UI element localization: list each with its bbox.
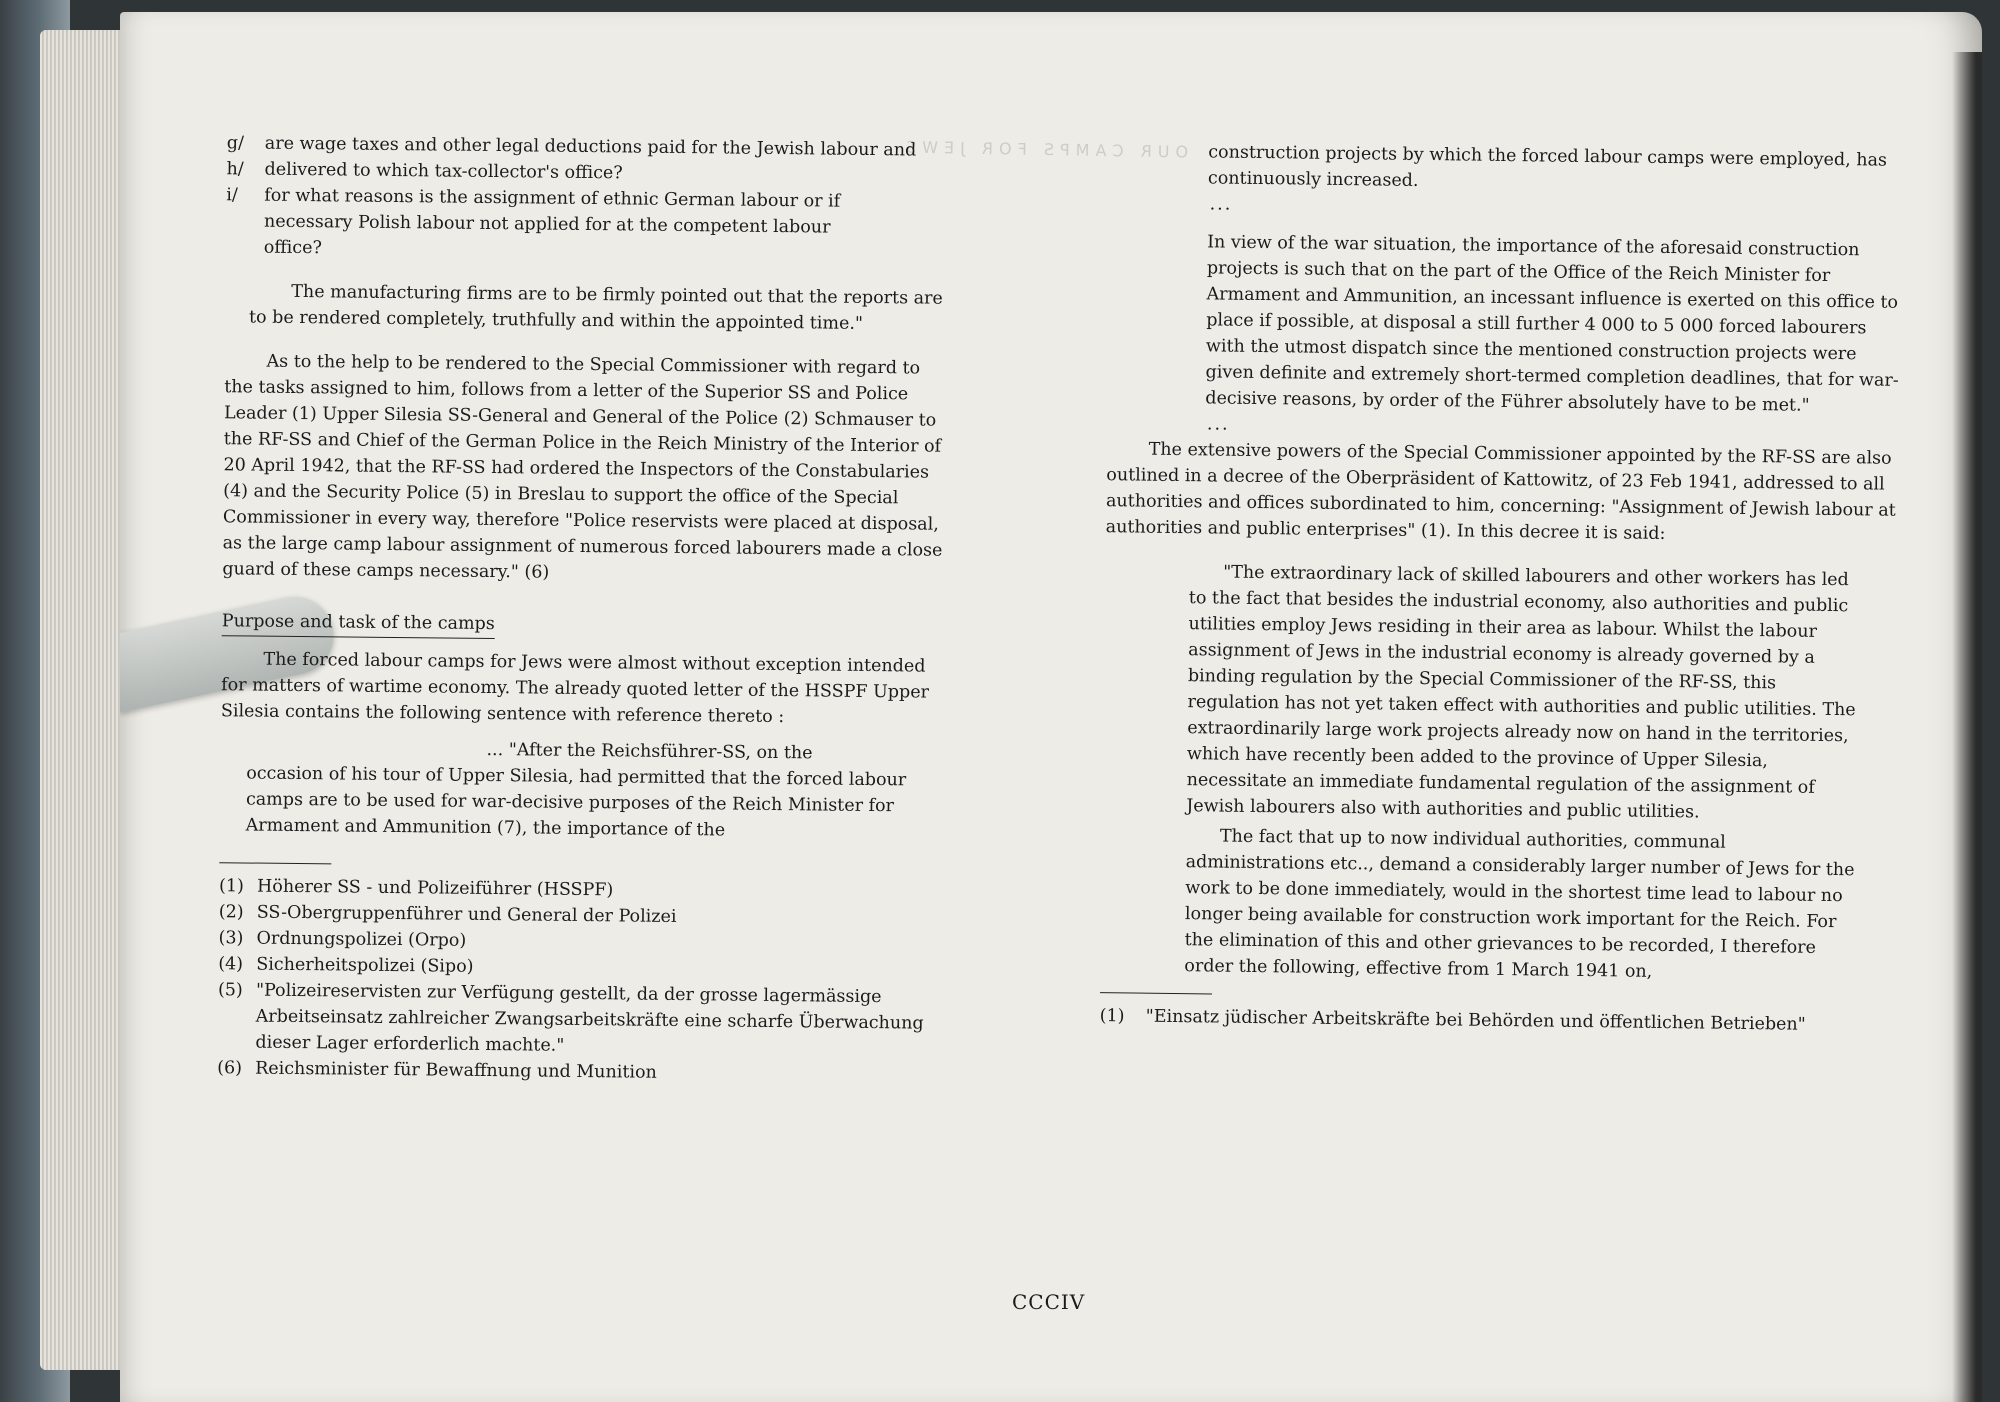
block-quote [246,734,907,845]
footnote-text: "Polizeireservisten zur Verfügung gestellt, da der grosse lagermässige Arbeitseinsatz zahlreicher Zwangsarbeitskräfte eine scharfe Überwachung dieser Lager erforderlich machte." [255,980,924,1056]
paragraph-forced-labour: The forced labour camps for Jews were almost without exception intended for matters of wartime economy. The already quoted letter of the HSSPF Upper Silesia contains the following sentence with reference thereto : [220,649,930,728]
footnote-text: SS-Obergruppenführer und General der Polizei [256,902,677,927]
footnote-marker: (5) [217,980,243,1001]
heading-purpose: Purpose and task of the camps [222,608,495,639]
quote-text: occasion of his tour of Upper Silesia, had permitted that the forced labour camps are to be used for war-decisive purposes of the Reich Minister for Armament and Ammunition (7), the importance of the [245,763,907,841]
book-page-edges [40,30,130,1370]
show-through-text: OUR CAMPS FOR JEWS [899,137,1189,162]
quote-paragraph: "The extraordinary lack of skilled labourers and other workers has led to the fact that besides the industrial economy, also authorities and public utilities employ Jews residing in their area as labour. Whilst the labour assignment of Jews in the industrial economy is already governed by a binding regulation by the Special Commissioner of the RF-SS, this regulation has not yet taken effect with authorities and public utilities. The extraordinarily large work projects already now on hand in the territories, which have recently been added to the province of Upper Silesia, necessitate an immediate fundamental regulation of the assignment of Jewish labourers also with authorities and public utilities. [1186,562,1856,823]
footnote-text: Höherer SS - und Polizeiführer (HSSPF) [256,876,614,901]
page-curl-shadow [1952,52,1982,1402]
list-marker: i/ [226,185,238,206]
list-text: for what reasons is the assignment of ethnic German labour or if necessary Polish labour not applied for at the competent labour office? [263,185,841,259]
footnote-text: "Einsatz jüdischer Arbeitskräfte bei Behörden und öffentlichen Betrieben" [1145,1006,1806,1035]
list-text: are wage taxes and other legal deductions paid for the Jewish labour and [264,133,917,161]
decree-quote [1184,559,1861,987]
section-heading [222,608,947,644]
footnote-marker: (6) [217,1058,243,1079]
footnote-marker: (1) [1099,1006,1125,1027]
right-column [1100,138,1911,1039]
paragraph-help: As to the help to be rendered to the Special Commissioner with regard to the tasks assigned to him, follows from a letter of the Superior SS and Police Leader (1) Upper Silesia SS-General and General of the Police (2) Schmauser to the RF-SS and Chief of the German Police in the Reich Ministry of the Interior of 20 April 1942, that the RF-SS had ordered the Inspectors of the Constabularies (4) and the Security Police (5) in Breslau to support the office of the Special Commissioner in every way, therefore "Police reservists were placed at disposal, as the large camp labour assignment of numerous forced labourers made a close guard of these camps necessary." (6) [222,351,943,583]
left-column [217,130,952,1089]
ellipsis: ... [1206,414,1230,435]
footnote-marker: (3) [218,928,244,949]
list-item [226,182,952,268]
list-marker: h/ [226,159,244,180]
footnote-rule [1100,992,1212,994]
paragraph-powers: The extensive powers of the Special Commissioner appointed by the RF-SS are also outlined in a decree of the Oberpräsident of Kattowitz, of 23 Feb 1941, addressed to all authorities and offices subordinated to him, concerning: "Assignment of Jewish labour at authorities and public enterprises" (1). In this decree it is said: [1105,439,1896,544]
paragraph-construction: construction projects by which the forced labour camps were employed, has continuously increased. [1207,142,1888,191]
list-text: delivered to which tax-collector's office? [264,159,623,184]
quote-first-line: ... "After the Reichsführer-SS, on the [486,739,813,764]
paragraph-war-situation: In view of the war situation, the importance of the aforesaid construction projects is such that on the part of the Office of the Reich Minister for Armament and Ammunition, an incessant influence is exerted on this office to place if possible, at disposal a still further 4 000 to 5 000 forced labourers with the utmost dispatch since the mentioned construction projects were given definite and extremely short-termed completion deadlines, that for war-decisive reasons, by order of the Führer absolutely have to be met." [1205,232,1899,416]
footnote-marker: (1) [218,876,244,897]
footnote-text: Reichsminister für Bewaffnung und Munition [255,1058,657,1083]
footnote-text: Ordnungspolizei (Orpo) [256,928,467,951]
footnote-marker: (2) [218,902,244,923]
paragraph-manufacturing: The manufacturing firms are to be firmly pointed out that the reports are to be rendered completely, truthfully and within the appointed time." [248,281,943,334]
footnote-marker: (4) [218,954,244,975]
ellipsis: ... [1209,194,1233,215]
footnote-rule [219,862,331,864]
page-number: CCCIV [1012,1290,1086,1314]
footnote-text: Sicherheitspolizei (Sipo) [256,954,474,977]
list-marker: g/ [226,133,245,154]
footnote [217,977,943,1063]
quote-paragraph: The fact that up to now individual authorities, communal administrations etc.., demand a considerably larger number of Jews for the work to be done immediately, would in the shortest time lead to labour no longer being available for construction work important for the Reich. For the elimination of this and other grievances to be recorded, I therefore order the following, effective from 1 March 1941 on, [1184,826,1855,982]
